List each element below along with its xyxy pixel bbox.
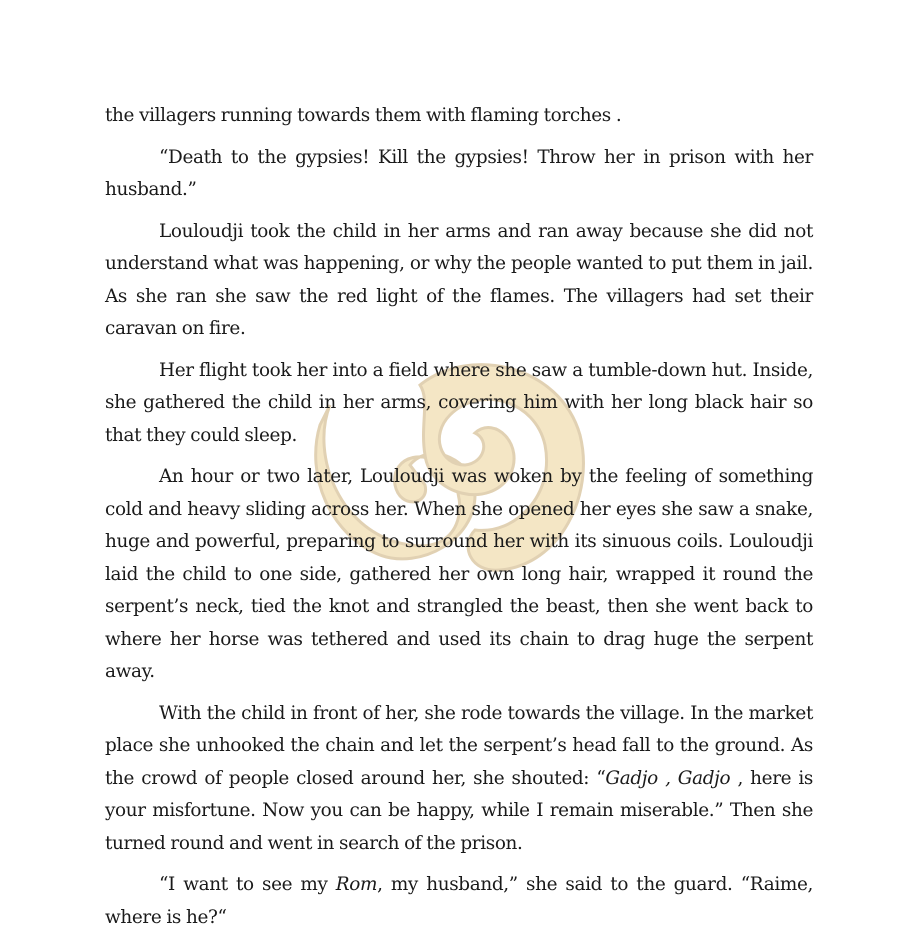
italic-text: Gadjo , Gadjo: [605, 767, 731, 789]
paragraph: An hour or two later, Louloudji was woken by the feeling of something cold and heavy sliding across her. When she opened her eyes she saw a snake, huge and powerful, preparing to surround her with its sinuous coils. Louloudji laid the child to one side, gathered her own long hair, wrapped it round the serpent’s neck, tied the knot and strangled the beast, then she went back to where her horse was tethered and used its chain to drag huge the serpent away.: [105, 466, 813, 682]
paragraph: [105, 698, 813, 861]
italic-text: Rom: [335, 874, 378, 895]
paragraph: Her flight took her into a field where she saw a tumble-down hut. Inside, she gathered the child in her arms, covering him with her long black hair so that they could sleep.: [105, 359, 813, 446]
text-run: , my husband,” she said to the guard. “Raime, where is he?“: [105, 874, 813, 928]
text-run: “I want to see my: [159, 874, 336, 895]
story-text: [105, 100, 813, 943]
paragraph: the villagers running towards them with flaming torches .: [105, 105, 622, 126]
text-run: , here is your misfortune. Now you can be happy, while I remain miserable.” Then she turned round and went in search of the prison.: [105, 767, 813, 854]
text-run: With the child in front of her, she rode towards the village. In the market place she unhooked the chain and let the serpent’s head fall to the ground. As the crowd of people closed around her, she shouted: “: [105, 702, 813, 789]
paragraph: [105, 869, 813, 934]
paragraph: “Death to the gypsies! Kill the gypsies! Throw her in prison with her husband.”: [105, 146, 813, 200]
paragraph: Louloudji took the child in her arms and ran away because she did not understand what was happening, or why the people wanted to put them in jail. As she ran she saw the red light of the flames. The villagers had set their caravan on fire.: [105, 220, 813, 339]
